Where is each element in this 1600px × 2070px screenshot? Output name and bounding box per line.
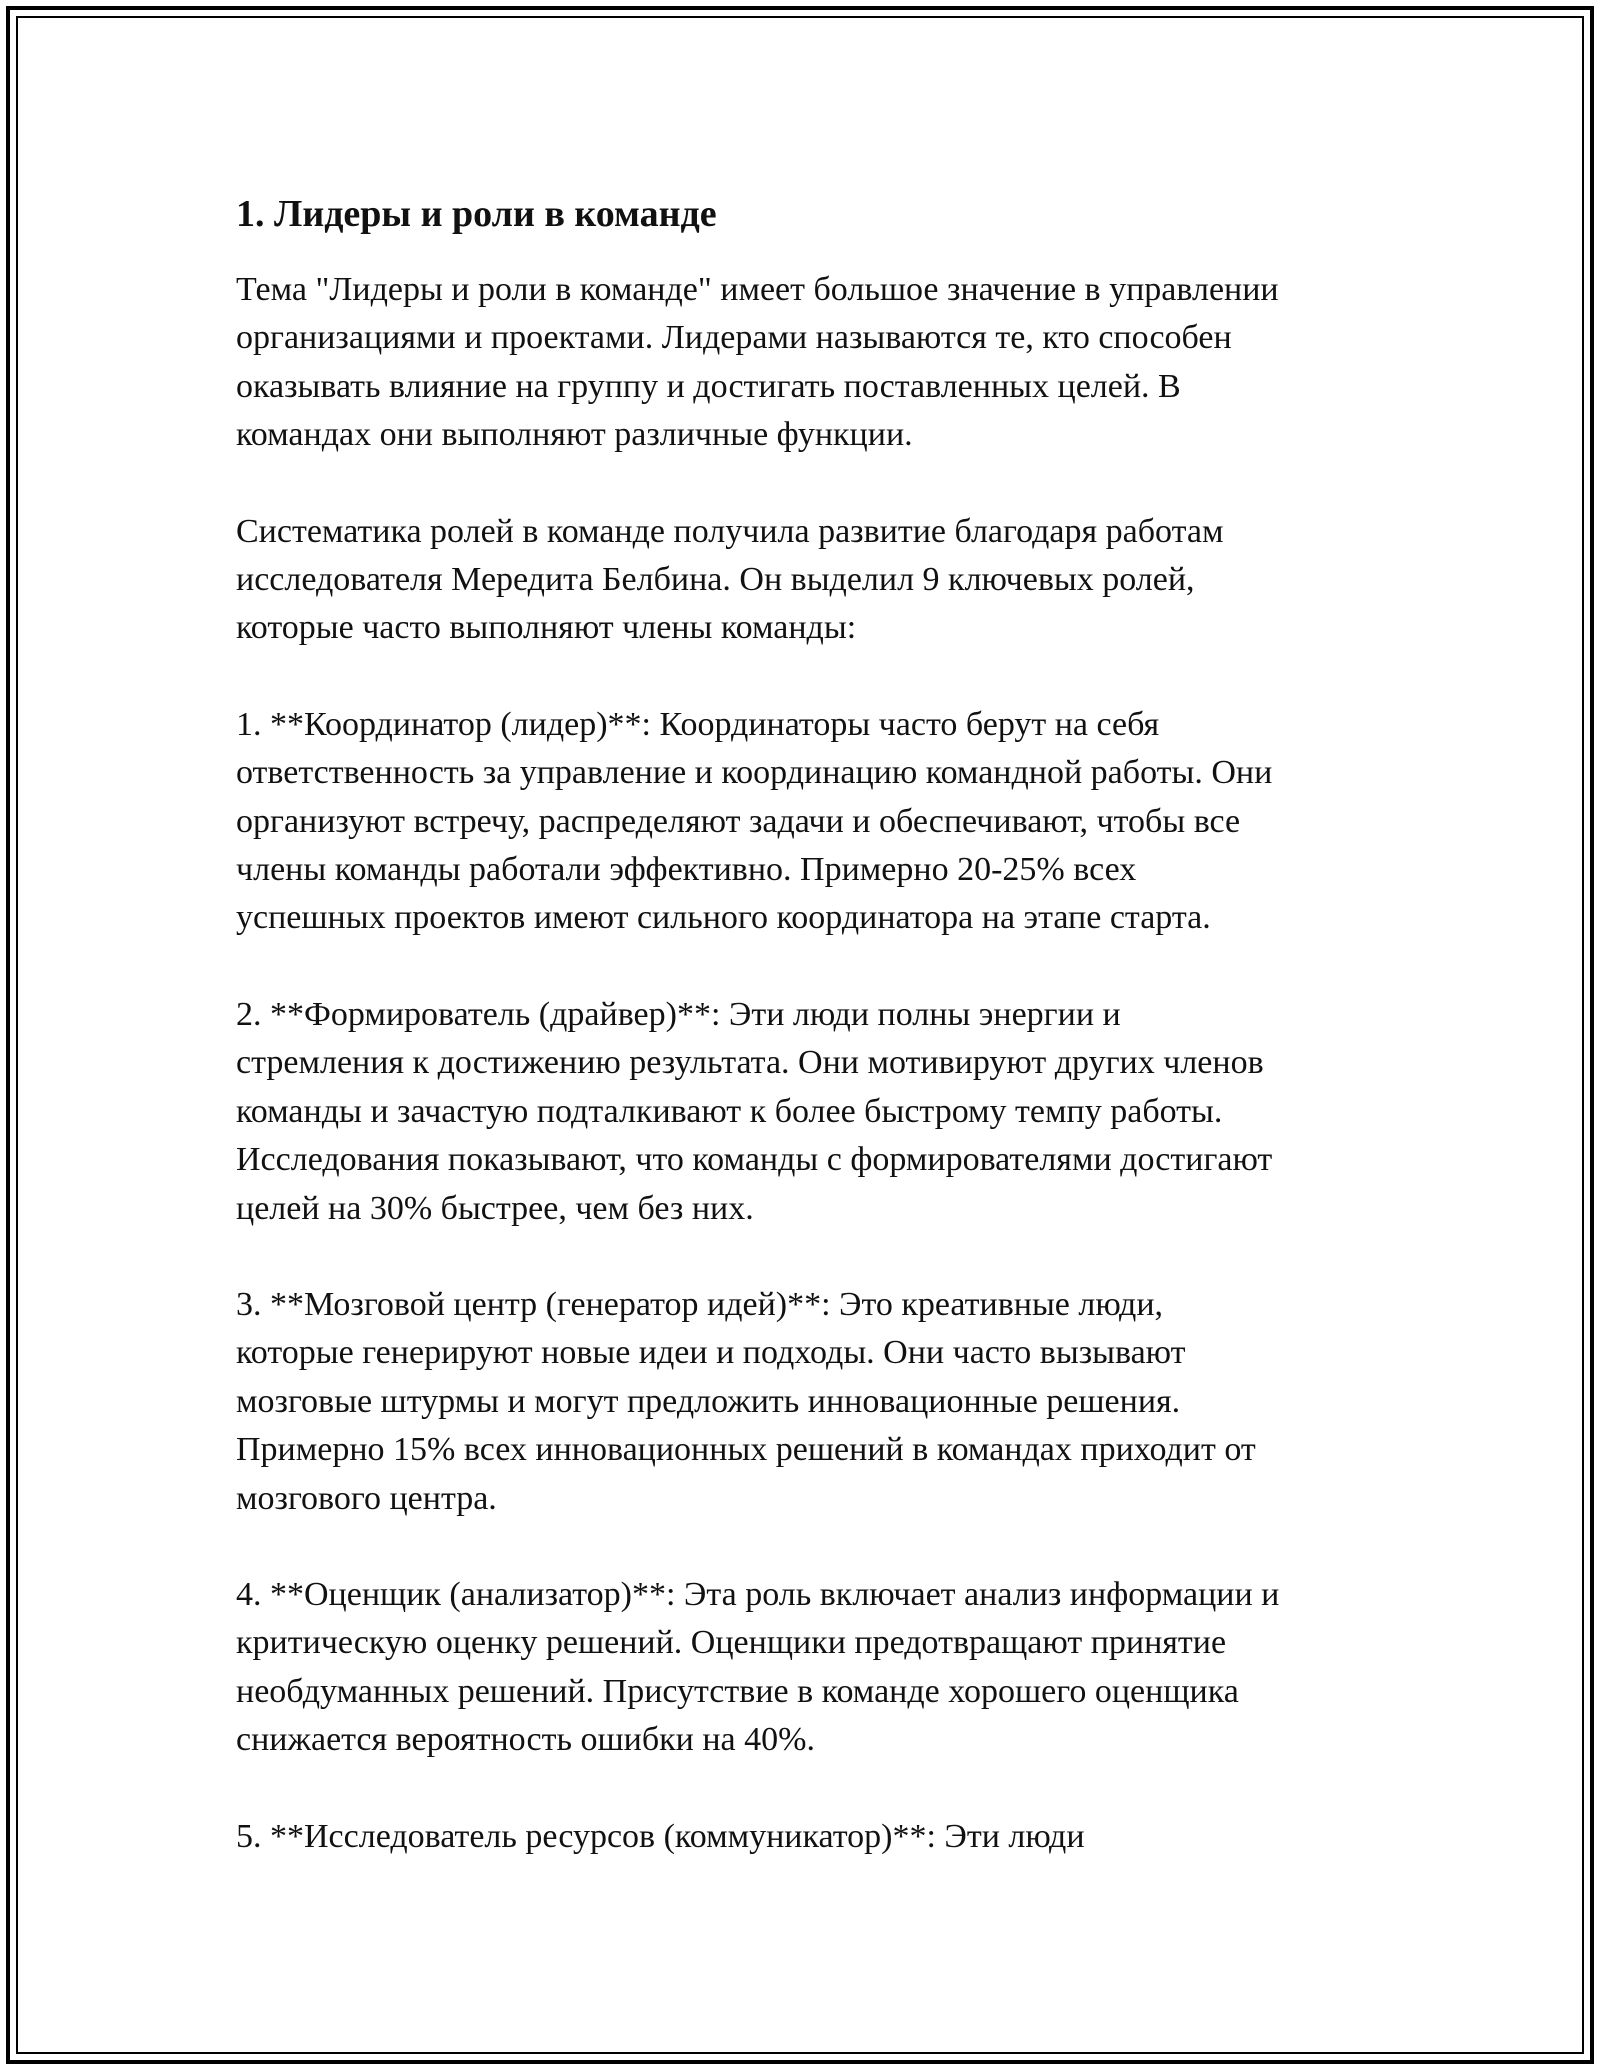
document-body — [236, 190, 1396, 1909]
list-item-plant: 3. **Мозговой центр (генератор идей)**: Это креативные люди, которые генерируют новые идеи и подходы. Они часто вызывают мозговые штурмы и могут предложить инновационные решения. Примерно 15% всех инновационных решений в командах приходит от мозгового центра. — [236, 1285, 1256, 1517]
list-item-shaper: 2. **Формирователь (драйвер)**: Эти люди полны энергии и стремления к достижению результата. Они мотивируют других членов команды и зачастую подталкивают к более быстрому темпу работы. Исследования показывают, что команды с формирователями достигают целей на 30% быстрее, чем без них. — [236, 995, 1273, 1227]
paragraph-belbin: Систематика ролей в команде получила развитие благодаря работам исследователя Мередита Белбина. Он выделил 9 ключевых ролей, которые часто выполняют члены команды: — [236, 512, 1224, 647]
list-item-resource-investigator: 5. **Исследователь ресурсов (коммуникатор)**: Эти люди — [236, 1817, 1085, 1855]
section-heading: 1. Лидеры и роли в команде — [236, 193, 717, 235]
list-item-coordinator: 1. **Координатор (лидер)**: Координаторы часто берут на себя ответственность за управление и координацию командной работы. Они организуют встречу, распределяют задачи и обеспечивают, чтобы все члены команды работали эффективно. Примерно 20-25% всех успешных проектов имеют сильного координатора на этапе старта. — [236, 705, 1273, 937]
list-item-evaluator: 4. **Оценщик (анализатор)**: Эта роль включает анализ информации и критическую оценку решений. Оценщики предотвращают принятие необдуманных решений. Присутствие в команде хорошего оценщика снижается вероятность ошибки на 40%. — [236, 1575, 1280, 1759]
paragraph-intro: Тема "Лидеры и роли в команде" имеет большое значение в управлении организациями и проектами. Лидерами называются те, кто способен оказывать влияние на группу и достигать поставленных целей. В командах они выполняют различные функции. — [236, 271, 1279, 454]
